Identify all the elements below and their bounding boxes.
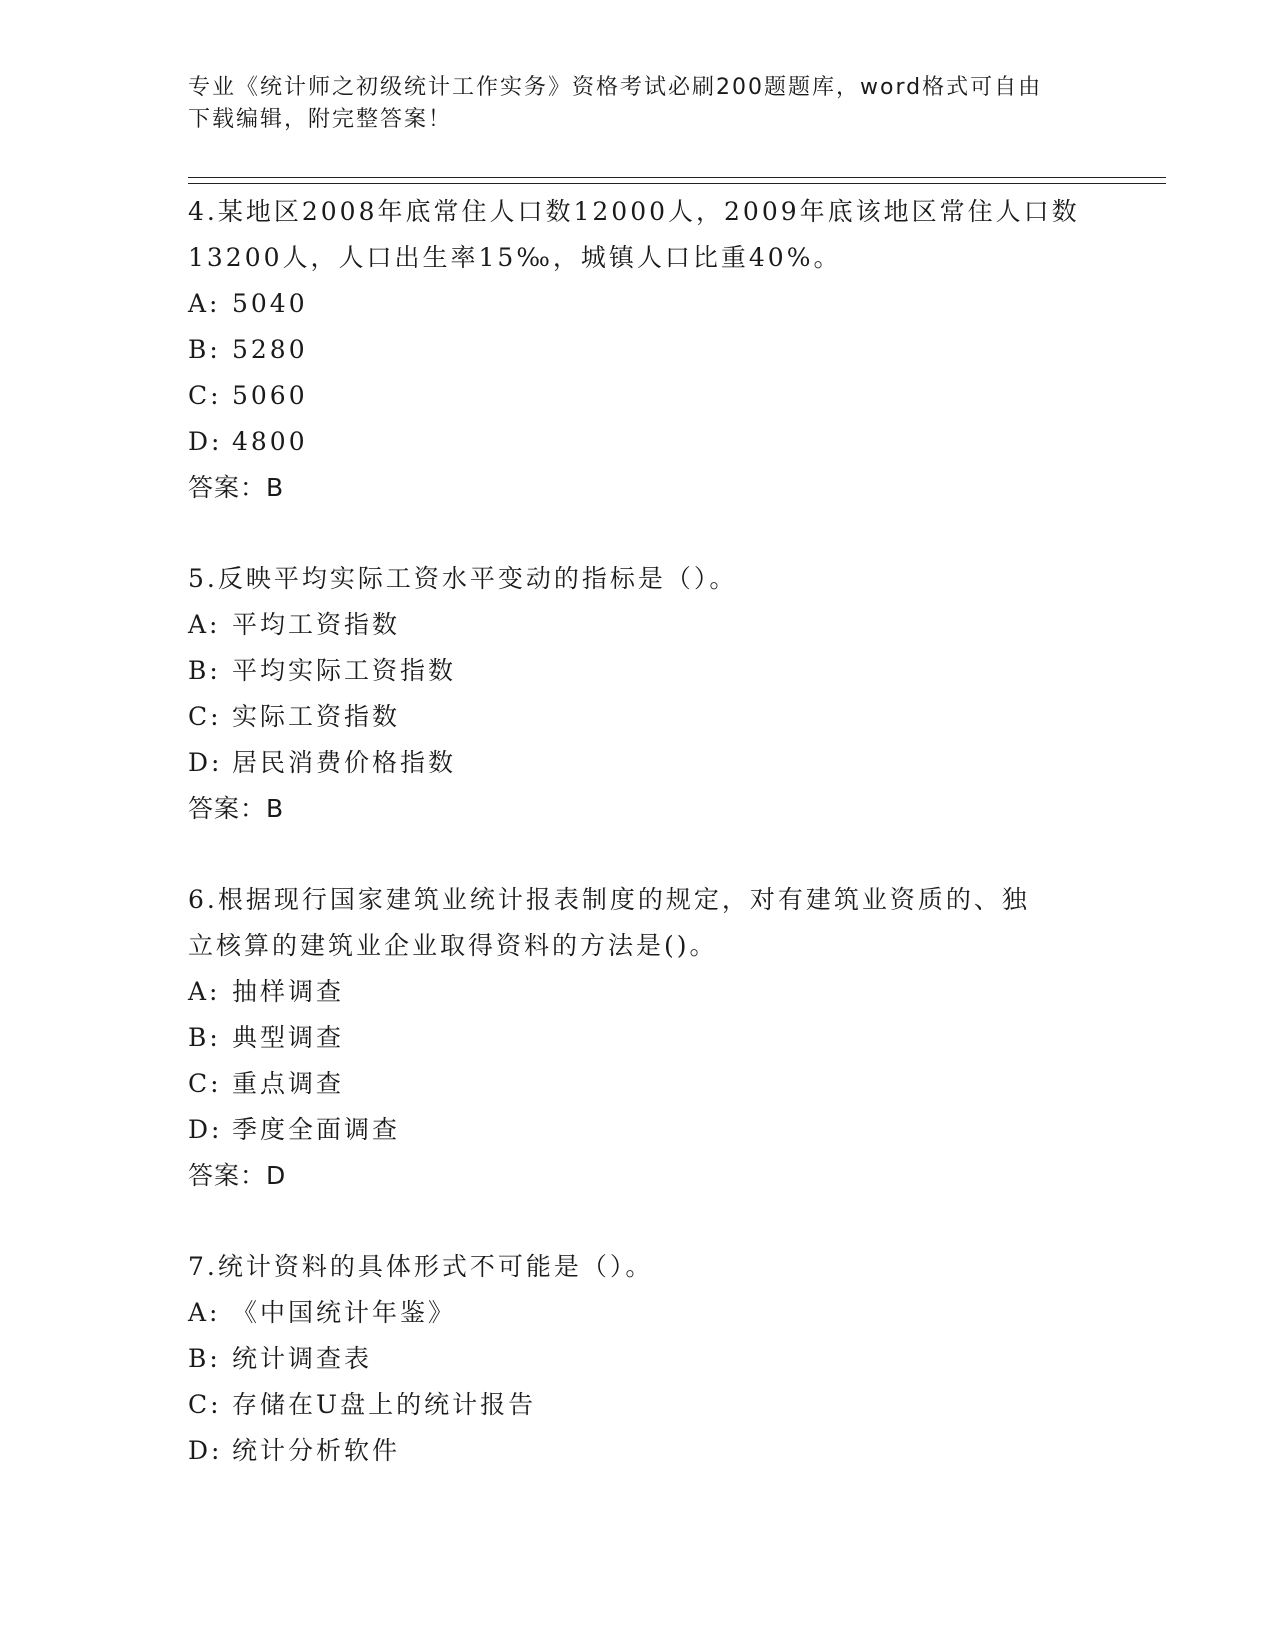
option-a [188,281,1108,327]
question-5 [188,556,1108,832]
answer-text: 答案：D [188,1161,287,1190]
option-a [188,969,1108,1015]
option-c [188,1061,1108,1107]
question-stem-line-2: 立核算的建筑业企业取得资料的方法是()。 [188,931,718,960]
option-text: 《中国统计年鉴》 [232,1298,457,1327]
option-d [188,1107,1108,1153]
option-c [188,373,1108,419]
option-a [188,602,1108,648]
option-letter: C: [188,1069,222,1098]
question-stem [188,556,1108,602]
option-text: 季度全面调查 [232,1115,401,1144]
option-d [188,419,1108,465]
option-text: 抽样调查 [232,977,345,1006]
option-text: 典型调查 [232,1023,345,1052]
option-letter: A: [188,1298,221,1327]
option-c [188,694,1108,740]
option-text: 重点调查 [232,1069,345,1098]
option-letter: D: [188,1115,223,1144]
answer-text: 答案：B [188,473,285,502]
question-stem-line-1: 6.根据现行国家建筑业统计报表制度的规定，对有建筑业资质的、独 [188,885,1030,914]
option-d [188,1428,1108,1474]
option-text: 5060 [232,381,308,410]
option-letter: B: [188,1344,221,1373]
option-letter: D: [188,427,223,456]
option-letter: C: [188,702,222,731]
option-letter: C: [188,1390,222,1419]
option-letter: B: [188,656,221,685]
option-letter: A: [188,610,221,639]
option-b [188,327,1108,373]
option-d [188,740,1108,786]
option-text: 居民消费价格指数 [232,748,457,777]
question-4 [188,189,1108,511]
option-text: 统计调查表 [232,1344,373,1373]
option-text: 5040 [232,289,308,318]
option-letter: A: [188,289,221,318]
option-text: 平均工资指数 [232,610,401,639]
answer-text: 答案：B [188,794,285,823]
option-text: 实际工资指数 [232,702,401,731]
option-letter: D: [188,1436,223,1465]
option-letter: C: [188,381,222,410]
option-c [188,1382,1108,1428]
header-line-2: 下载编辑，附完整答案！ [188,107,453,132]
header-divider-top [188,177,1166,178]
option-letter: D: [188,748,223,777]
option-b [188,1336,1108,1382]
option-b [188,1015,1108,1061]
option-text: 平均实际工资指数 [232,656,457,685]
question-7 [188,1244,1108,1474]
option-text: 4800 [232,427,308,456]
option-a [188,1290,1108,1336]
option-letter: B: [188,335,221,364]
header-line-1: 专业《统计师之初级统计工作实务》资格考试必刷200题题库，word格式可自由 [188,75,1043,100]
question-stem-line-1: 4.某地区2008年底常住人口数12000人，2009年底该地区常住人口数 [188,197,1080,226]
document-header [188,72,1088,136]
question-stem [188,1244,1108,1290]
question-stem-line-1: 5.反映平均实际工资水平变动的指标是（）。 [188,564,738,593]
question-stem-line-2: 13200人，人口出生率15‰，城镇人口比重40%。 [188,243,842,272]
option-letter: B: [188,1023,221,1052]
option-letter: A: [188,977,221,1006]
question-6 [188,877,1108,1199]
option-text: 统计分析软件 [232,1436,401,1465]
option-text: 5280 [232,335,308,364]
header-divider-bottom [188,183,1166,184]
question-stem [188,189,1108,281]
option-text: 存储在U盘上的统计报告 [232,1390,537,1419]
question-stem [188,877,1108,969]
option-b [188,648,1108,694]
question-stem-line-1: 7.统计资料的具体形式不可能是（）。 [188,1252,654,1281]
